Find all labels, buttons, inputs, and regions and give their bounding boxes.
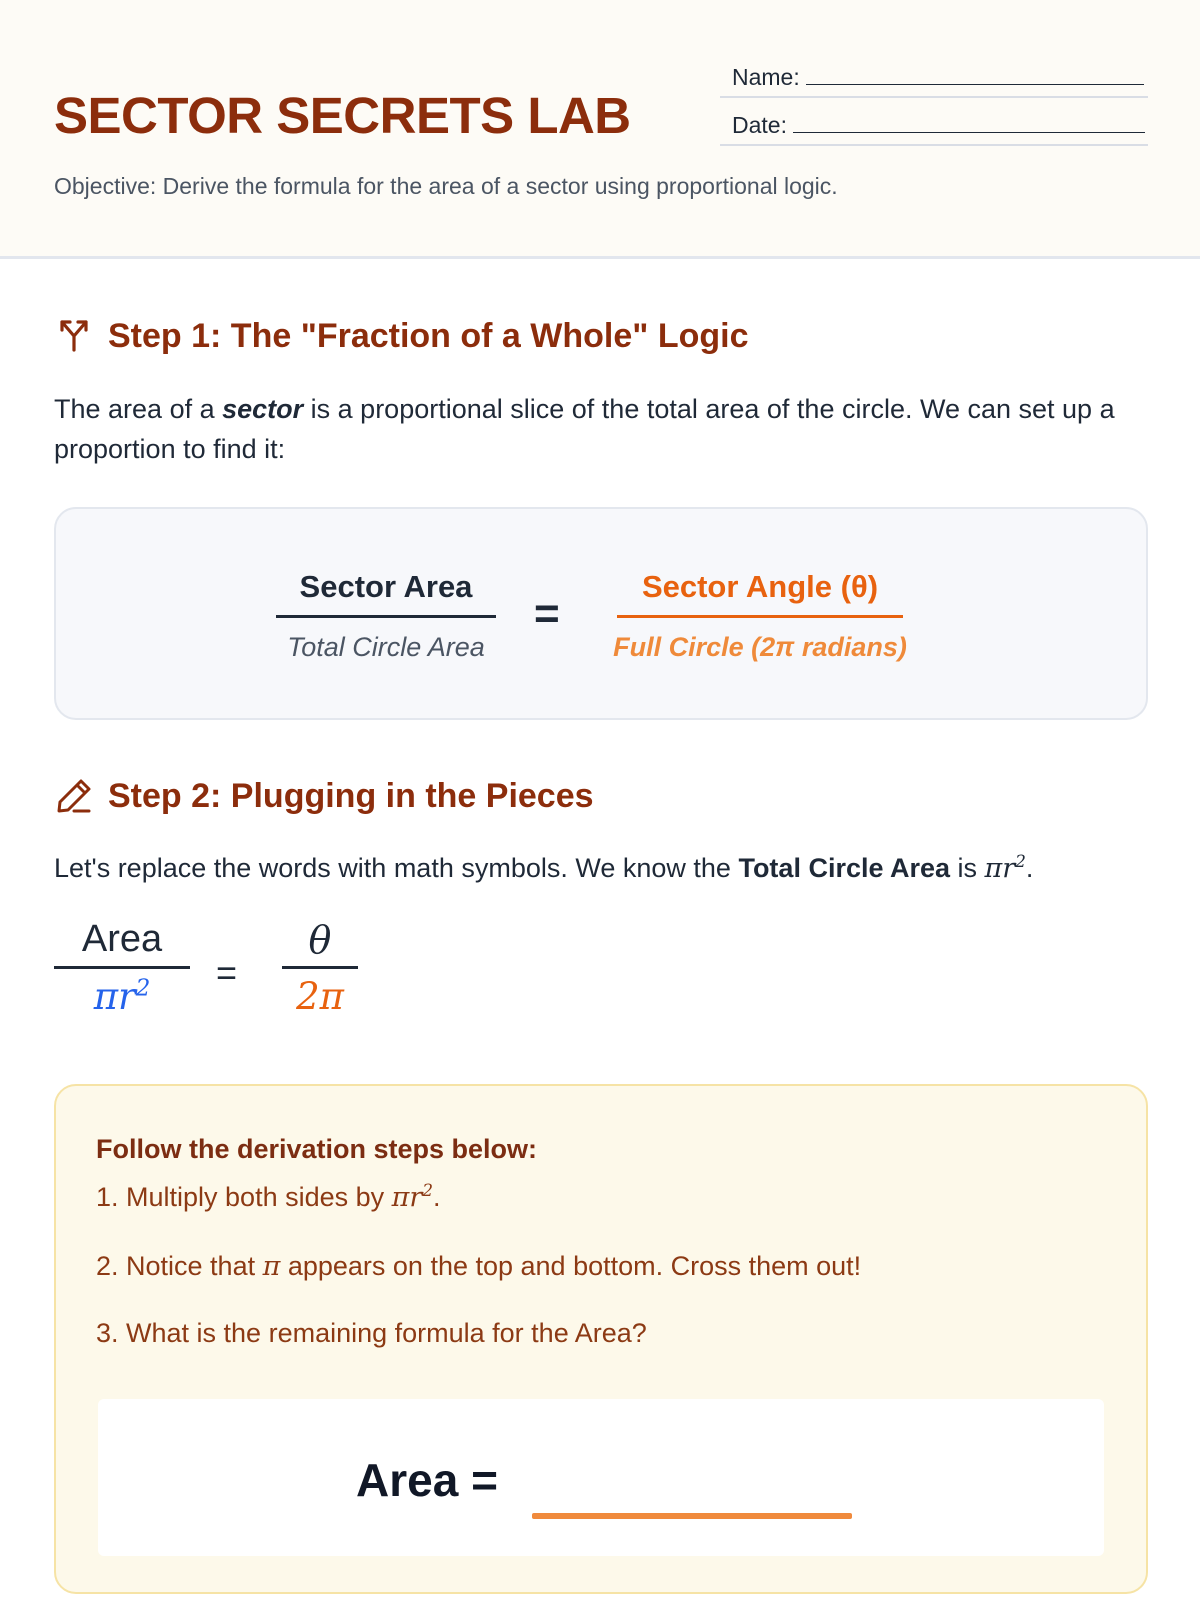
step2-heading xyxy=(54,776,594,816)
left-denominator: Total Circle Area xyxy=(287,632,485,662)
equation-equals: = xyxy=(216,952,238,993)
left-fraction xyxy=(276,569,496,663)
objective-text: Objective: Derive the formula for the area of a sector using proportional logic. xyxy=(54,173,838,199)
derivation-title: Follow the derivation steps below: xyxy=(96,1134,538,1164)
derivation-step-2-prefix: 2. Notice that xyxy=(96,1251,263,1281)
step1-paragraph xyxy=(54,389,1154,469)
step2-paragraph xyxy=(54,848,1154,889)
pencil-icon xyxy=(54,776,94,816)
name-label: Name: xyxy=(732,64,800,90)
area-fraction xyxy=(54,918,190,1018)
step2-para-mid: is xyxy=(950,853,985,883)
derivation-step-2-math: π xyxy=(262,1251,281,1282)
name-field[interactable] xyxy=(720,50,1148,98)
derivation-step-1-prefix: 1. Multiply both sides by xyxy=(96,1182,392,1212)
step1-para-emphasis: sector xyxy=(222,394,304,424)
left-numerator: Sector Area xyxy=(299,569,473,604)
right-numerator: Sector Angle (θ) xyxy=(641,569,879,604)
step1-para-suffix: is a proportional slice of the total area of the circle. We can set up a proportion to find it: xyxy=(54,394,1115,464)
answer-label: Area = xyxy=(356,1454,498,1506)
derivation-step-2-suffix: appears on the top and bottom. Cross them out! xyxy=(280,1251,862,1281)
step2-para-suffix: . xyxy=(1025,853,1034,883)
date-blank[interactable] xyxy=(793,115,1145,133)
angle-numerator: θ xyxy=(308,918,332,962)
worksheet-header xyxy=(0,0,1200,259)
step1-para-prefix: The area of a xyxy=(54,394,223,424)
derivation-step-1-suffix: . xyxy=(432,1182,441,1212)
page-title: SECTOR SECRETS LAB xyxy=(54,87,631,144)
derivation-step-2 xyxy=(96,1251,861,1282)
answer-blank[interactable] xyxy=(532,1513,852,1519)
angle-fraction xyxy=(282,918,358,1018)
proportion-box xyxy=(54,507,1148,720)
proportion-equals: = xyxy=(534,589,560,638)
derivation-step-1-math: πr xyxy=(391,1182,423,1213)
step1-heading xyxy=(54,316,749,356)
derivation-step-1 xyxy=(96,1182,440,1213)
right-fraction-bar xyxy=(617,615,903,618)
area-denominator-sup: 2 xyxy=(135,975,151,1002)
area-denominator xyxy=(54,975,190,1018)
date-label: Date: xyxy=(732,112,787,138)
derivation-step-1-sup: 2 xyxy=(422,1180,433,1200)
area-denominator-math: πr xyxy=(93,975,136,1018)
left-fraction-bar xyxy=(276,615,496,618)
split-arrow-icon xyxy=(54,316,94,356)
angle-fraction-bar xyxy=(282,966,358,969)
step1-heading-text: Step 1: The "Fraction of a Whole" Logic xyxy=(108,316,749,355)
date-field[interactable] xyxy=(720,98,1148,146)
area-numerator: Area xyxy=(81,918,163,960)
step2-para-sup: 2 xyxy=(1015,851,1026,871)
derivation-step-3: 3. What is the remaining formula for the Area? xyxy=(96,1318,647,1348)
right-denominator: Full Circle (2π radians) xyxy=(613,632,907,662)
right-fraction xyxy=(610,569,910,663)
step2-heading-text: Step 2: Plugging in the Pieces xyxy=(108,776,594,815)
answer-box[interactable] xyxy=(98,1399,1104,1556)
step2-para-prefix: Let's replace the words with math symbols. We know the xyxy=(54,853,739,883)
step2-para-math: πr xyxy=(984,853,1016,884)
name-blank[interactable] xyxy=(806,67,1144,85)
derivation-callout xyxy=(54,1084,1148,1594)
angle-denominator: 2π xyxy=(296,975,344,1018)
step2-para-bold: Total Circle Area xyxy=(738,853,951,883)
area-fraction-bar xyxy=(54,966,190,969)
